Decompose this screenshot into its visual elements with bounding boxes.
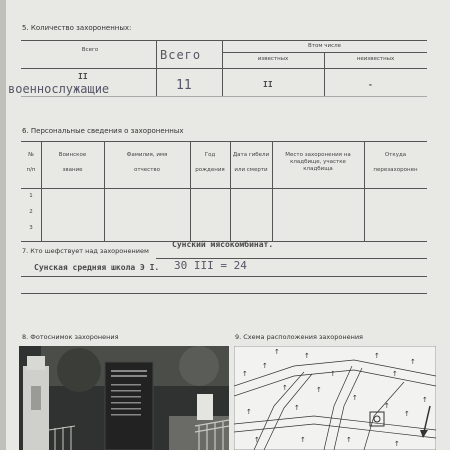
patron-line-2: Сунская средняя школа Э I.	[34, 263, 160, 272]
section9-title: 9. Схема расположения захоронения	[235, 333, 363, 341]
rule	[156, 40, 157, 96]
svg-text:↑: ↑	[374, 352, 380, 360]
col-total-header: Всего	[81, 47, 99, 53]
col-known-header: известных	[257, 56, 289, 62]
svg-text:↑: ↑	[242, 370, 248, 378]
section8-title: 8. Фотоснимок захоронения	[22, 333, 119, 341]
rule	[21, 40, 427, 41]
section7-label: 7. Кто шефствует над захоронением	[22, 247, 149, 255]
svg-text:↑: ↑	[422, 396, 428, 404]
svg-text:↑: ↑	[246, 408, 252, 416]
col-unknown-header: неизвестных	[356, 56, 395, 62]
svg-text:↑: ↑	[316, 386, 322, 394]
svg-text:↑: ↑	[346, 436, 352, 444]
total-value: 11	[176, 78, 192, 93]
svg-text:↑: ↑	[262, 362, 268, 370]
burial-photo	[19, 346, 229, 450]
svg-text:↑: ↑	[282, 384, 288, 392]
known-value: II	[263, 80, 273, 89]
location-map	[234, 346, 436, 450]
header-name: Фамилия, имя отчество	[126, 152, 168, 173]
header-burial-place: Место захоронения на кладбище, участке кладбища	[285, 152, 351, 172]
header-reburied-from: Откуда перезахоронен	[373, 152, 418, 173]
rule	[21, 141, 427, 142]
header-rank: Воинское звание	[58, 152, 87, 173]
handwritten-date: 30 III = 24	[174, 259, 247, 272]
svg-text:↑: ↑	[254, 436, 260, 444]
svg-text:↑: ↑	[410, 358, 416, 366]
rule	[21, 188, 427, 189]
row-number: 1	[29, 193, 33, 199]
svg-text:↑: ↑	[352, 394, 358, 402]
header-num: № п/п	[26, 152, 36, 173]
handwritten-total-label: Всего	[160, 48, 202, 62]
svg-text:↑: ↑	[274, 348, 280, 356]
row-type-typed: II	[78, 72, 88, 81]
header-death-date: Дата гибели или смерти	[232, 152, 270, 173]
section5-title: 5. Количество захороненных:	[22, 24, 132, 32]
row-number: 2	[29, 209, 33, 215]
svg-text:↑: ↑	[392, 370, 398, 378]
patron-line-1: Сунский мясокомбинат.	[172, 240, 274, 249]
rule	[21, 276, 427, 277]
col-inclusive-header: Втом числе	[308, 43, 341, 49]
svg-text:↑: ↑	[404, 410, 410, 418]
rule	[21, 96, 427, 97]
document-page	[6, 0, 450, 450]
svg-text:↑: ↑	[294, 404, 300, 412]
svg-text:↑: ↑	[330, 370, 336, 378]
svg-text:↑: ↑	[394, 440, 400, 448]
rule	[21, 293, 427, 294]
handwritten-row-type: военнослужащие	[8, 82, 110, 96]
header-birth-year: Год рождения	[195, 152, 225, 173]
row-number: 3	[29, 225, 33, 231]
rule	[21, 68, 427, 69]
svg-text:↑: ↑	[300, 436, 306, 444]
svg-text:↑: ↑	[384, 402, 390, 410]
unknown-value: -	[368, 80, 373, 89]
svg-text:↑: ↑	[304, 352, 310, 360]
section6-title: 6. Персональные сведения о захороненных	[22, 127, 184, 135]
